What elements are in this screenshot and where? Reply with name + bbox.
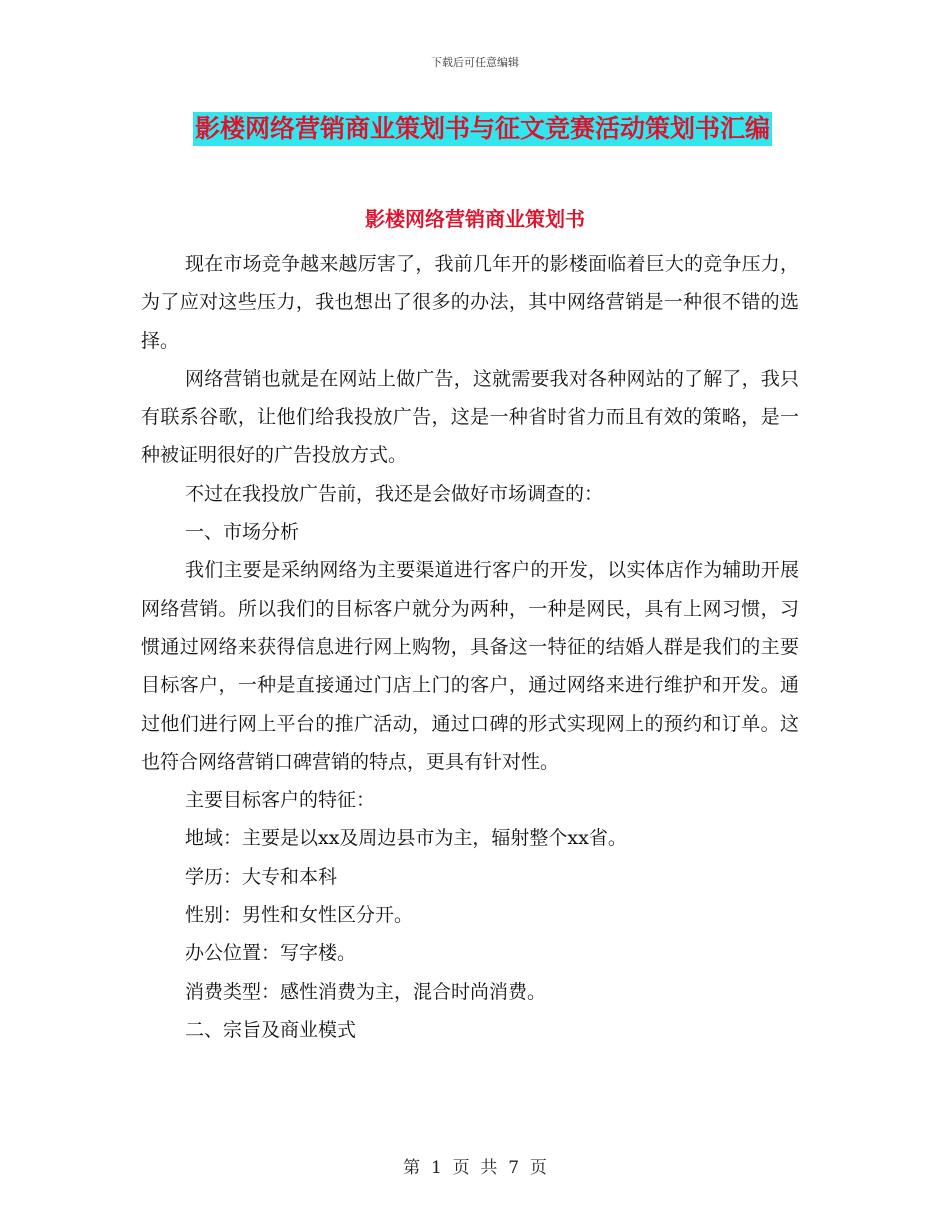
list-item: 地域：主要是以xx及周边县市为主，辐射整个xx省。 [185,827,627,850]
page-number: 第 1 页 共 7 页 [403,1158,547,1178]
document-main-title: 影楼网络营销商业策划书与征文竞赛活动策划书汇编 [193,112,772,146]
paragraph: 现在市场竞争越来越厉害了，我前几年开的影楼面临着巨大的竞争压力，为了应对这些压力，我也想出了很多的办法，其中网络营销是一种很不错的选择。 [141,253,799,352]
section-heading: 一、市场分析 [185,521,300,544]
paragraph: 不过在我投放广告前，我还是会做好市场调查的： [185,482,604,505]
header-note: 下载后可任意编辑 [431,56,519,69]
paragraph: 我们主要是采纳网络为主要渠道进行客户的开发，以实体店作为辅助开展网络营销。所以我们的目标客户就分为两种，一种是网民，具有上网习惯，习惯通过网络来获得信息进行网上购物，具备这一特征的结婚人群是我们的主要目标客户，一种是直接通过门店上门的客户，通过网络来进行维护和开发。通过他们进行网上平台的推广活动，通过口碑的形式实现网上的预约和订单。这也符合网络营销口碑营销的特点，更具有针对性。 [141,559,799,773]
list-item: 性别：男性和女性区分开。 [185,904,414,927]
paragraph: 主要目标客户的特征： [185,789,376,812]
section-title: 影楼网络营销商业策划书 [365,207,585,231]
paragraph: 网络营销也就是在网站上做广告，这就需要我对各种网站的了解了，我只有联系谷歌，让他们给我投放广告，这是一种省时省力而且有效的策略，是一种被证明很好的广告投放方式。 [141,367,799,467]
list-item: 学历：大专和本科 [185,865,338,888]
body-text [141,245,799,1049]
section-heading: 二、宗旨及商业模式 [185,1018,357,1041]
list-item: 办公位置：写字楼。 [185,942,357,965]
list-item: 消费类型：感性消费为主，混合时尚消费。 [185,980,547,1003]
